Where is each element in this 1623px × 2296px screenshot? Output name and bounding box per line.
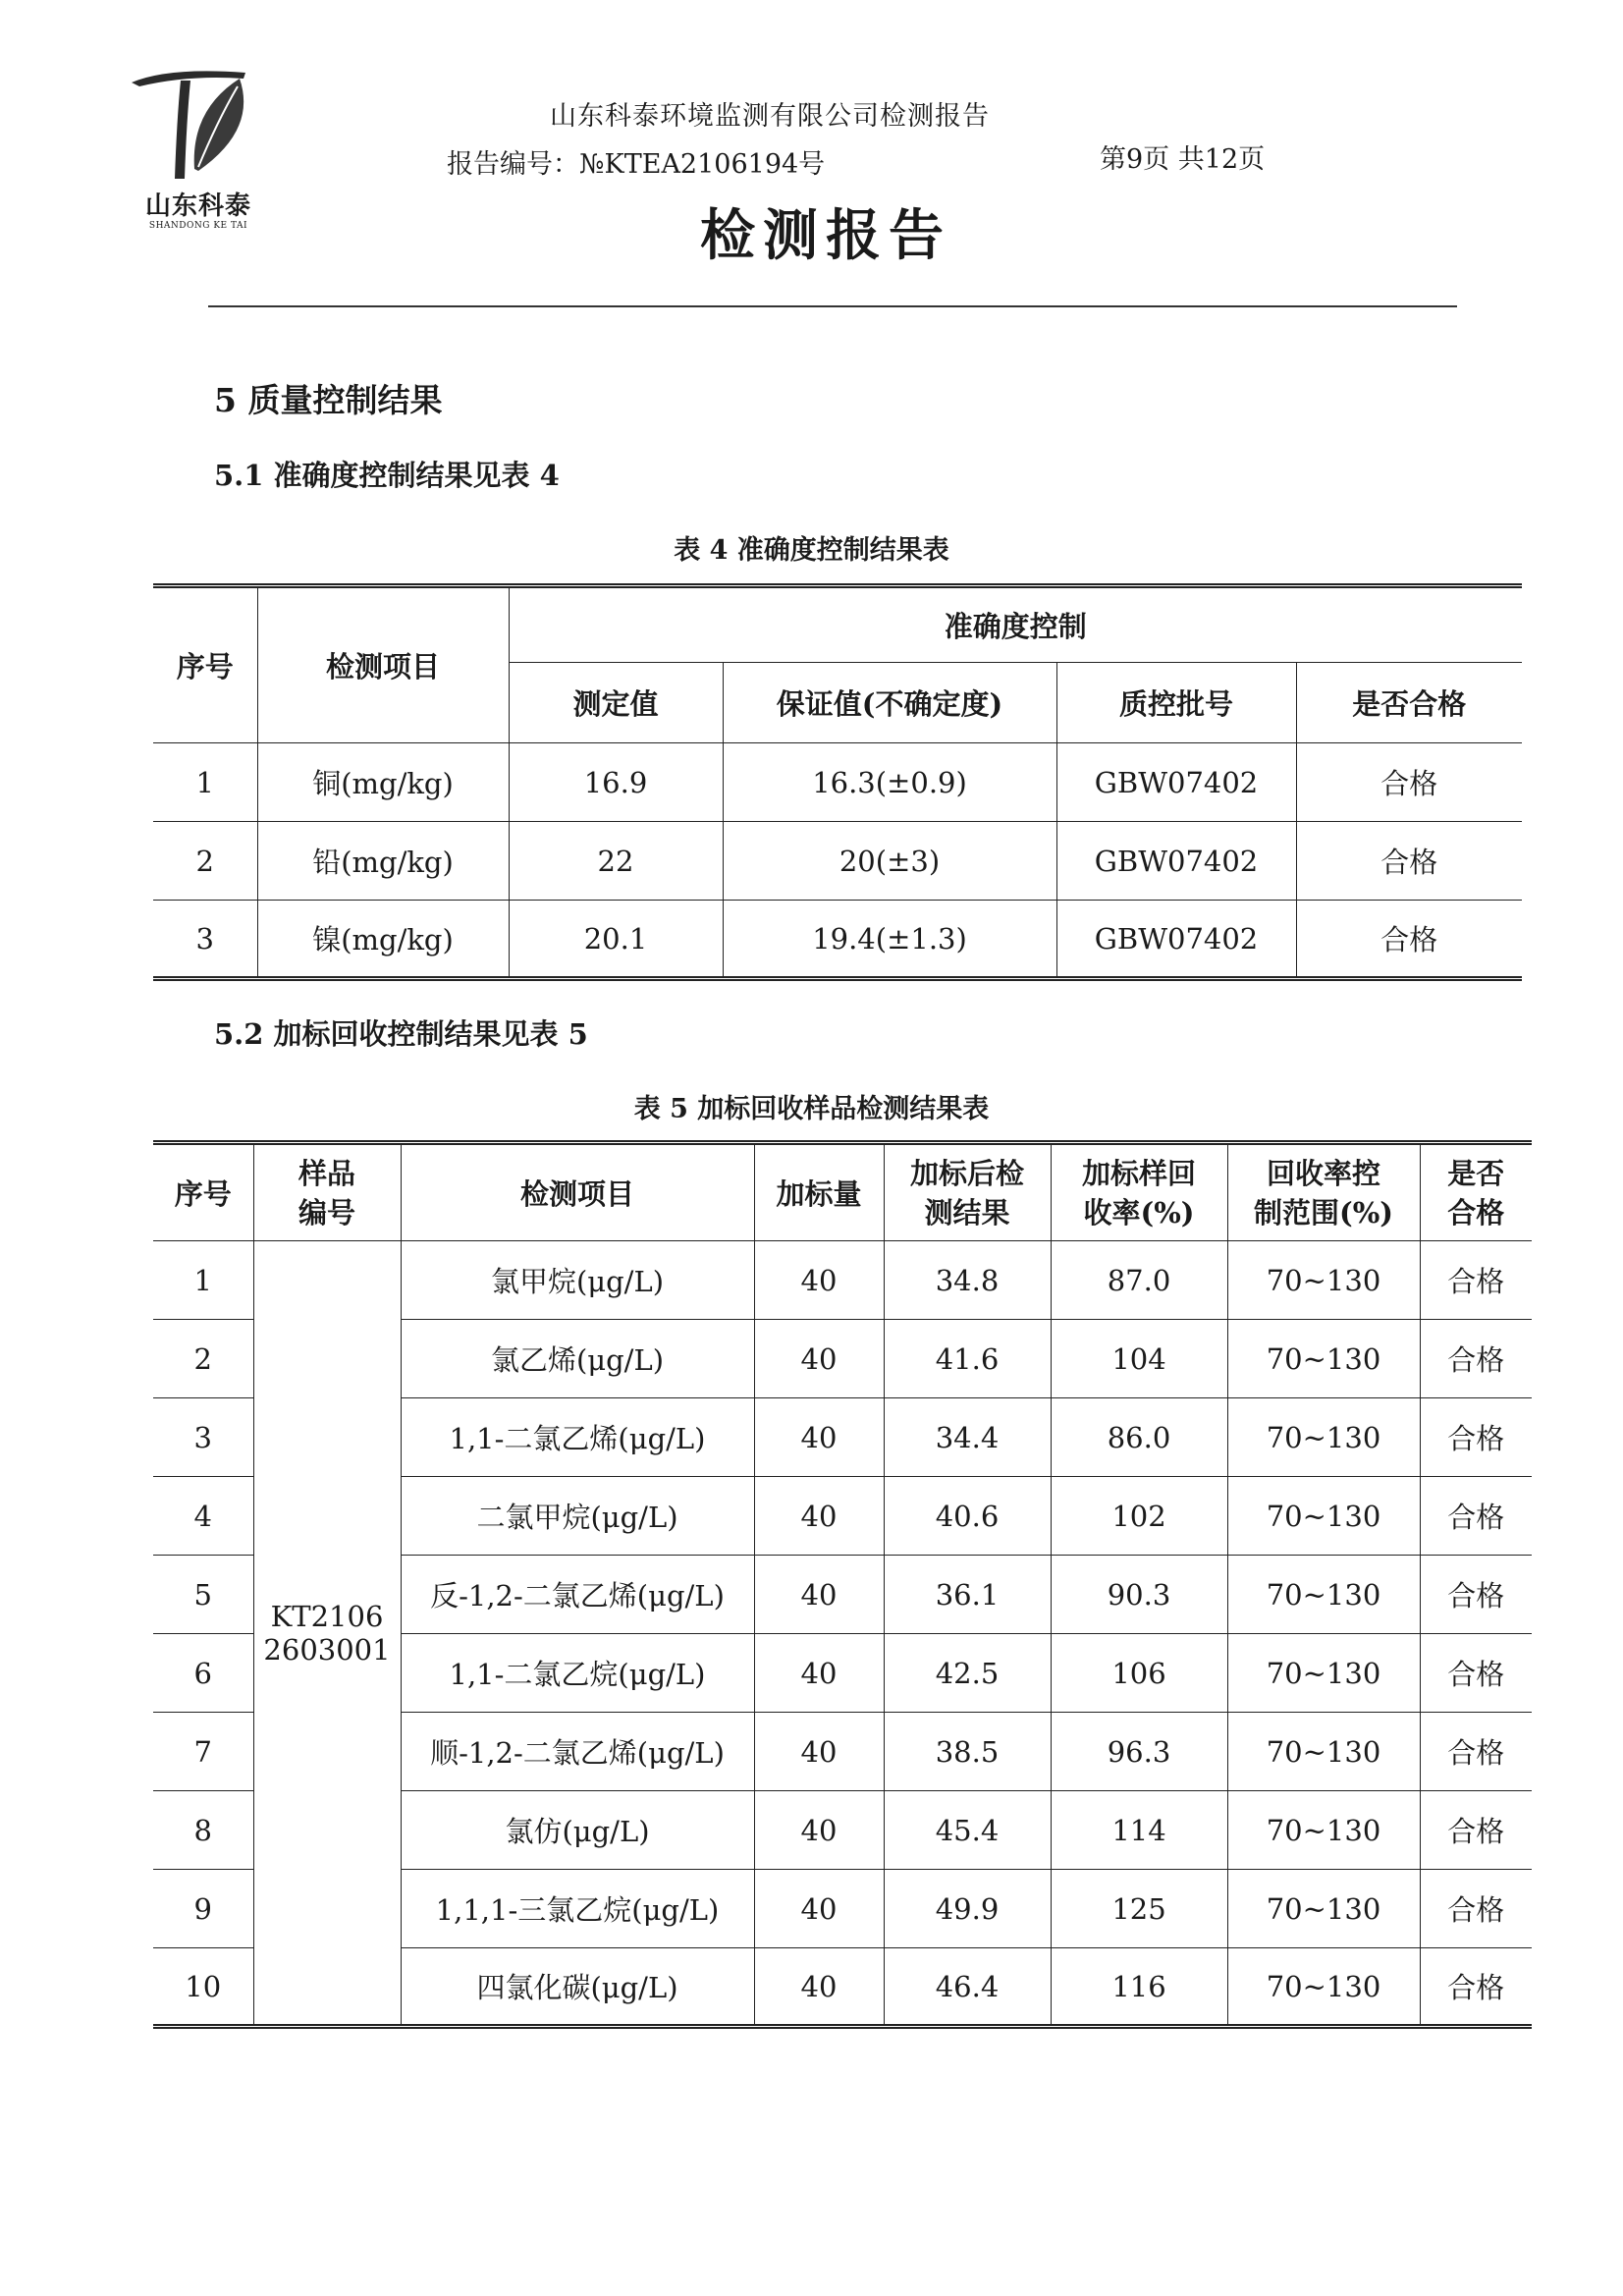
header-divider <box>208 305 1457 307</box>
company-logo <box>130 61 267 247</box>
cell-recovery: 125 <box>1051 1870 1227 1948</box>
cell-result: 34.4 <box>884 1398 1051 1477</box>
col-header-seq: 序号 <box>153 1143 253 1241</box>
cell-result: 36.1 <box>884 1556 1051 1634</box>
sample-id-line1: KT2106 <box>270 1599 384 1633</box>
cell-seq: 7 <box>153 1713 253 1791</box>
subsection-heading-spike-recovery: 5.2 加标回收控制结果见表 5 <box>214 1017 588 1051</box>
cell-spike: 40 <box>754 1398 884 1477</box>
col-header-item: 检测项目 <box>257 586 509 743</box>
cell-result: 42.5 <box>884 1634 1051 1713</box>
cell-seq: 10 <box>153 1948 253 2027</box>
col-header-recovery <box>1051 1143 1227 1241</box>
cell-result: 45.4 <box>884 1791 1051 1870</box>
col-header-pass-line2: 合格 <box>1447 1195 1505 1230</box>
cell-item: 1,1-二氯乙烯(μg/L) <box>401 1398 754 1477</box>
company-name: 山东科泰环境监测有限公司检测报告 <box>550 101 990 132</box>
cell-spike: 40 <box>754 1948 884 2027</box>
cell-result: 46.4 <box>884 1948 1051 2027</box>
cell-item: 1,1,1-三氯乙烷(μg/L) <box>401 1870 754 1948</box>
col-header-measured: 测定值 <box>509 663 723 743</box>
cell-seq: 2 <box>153 1320 253 1398</box>
cell-seq: 3 <box>153 1398 253 1477</box>
col-header-pass: 是否合格 <box>1296 663 1522 743</box>
cell-spike: 40 <box>754 1477 884 1556</box>
cell-pass: 合格 <box>1420 1398 1532 1477</box>
col-header-item: 检测项目 <box>401 1143 754 1241</box>
cell-item: 氯甲烷(μg/L) <box>401 1241 754 1320</box>
col-header-result <box>884 1143 1051 1241</box>
col-header-result-line2: 测结果 <box>924 1195 1010 1230</box>
cell-item: 四氯化碳(μg/L) <box>401 1948 754 2027</box>
col-header-pass-line1: 是否 <box>1447 1156 1505 1190</box>
cell-measured: 22 <box>509 822 723 901</box>
logo-name-cn: 山东科泰 <box>144 191 251 221</box>
table-row <box>153 1241 1532 1320</box>
col-header-sample-id <box>253 1143 401 1241</box>
cell-pass: 合格 <box>1420 1320 1532 1398</box>
subsection-heading-accuracy: 5.1 准确度控制结果见表 4 <box>214 459 560 492</box>
cell-pass: 合格 <box>1420 1713 1532 1791</box>
cell-range: 70~130 <box>1227 1477 1420 1556</box>
accuracy-control-table <box>153 583 1522 981</box>
spike-recovery-table <box>153 1140 1532 2029</box>
col-header-sample-id-line1: 样品 <box>298 1156 355 1190</box>
report-number: 报告编号：№KTEA2106194号 <box>447 149 826 180</box>
col-header-guaranteed: 保证值(不确定度) <box>723 663 1056 743</box>
col-header-range-line2: 制范围(%) <box>1254 1195 1393 1230</box>
cell-batch: GBW07402 <box>1056 743 1296 822</box>
cell-recovery: 104 <box>1051 1320 1227 1398</box>
sample-id-line2: 2603001 <box>263 1632 391 1667</box>
cell-item: 氯乙烯(μg/L) <box>401 1320 754 1398</box>
table-row <box>153 743 1522 822</box>
cell-spike: 40 <box>754 1241 884 1320</box>
cell-range: 70~130 <box>1227 1634 1420 1713</box>
cell-guaranteed: 16.3(±0.9) <box>723 743 1056 822</box>
cell-item: 镍(mg/kg) <box>257 901 509 979</box>
col-header-recovery-line2: 收率(%) <box>1083 1195 1195 1230</box>
cell-range: 70~130 <box>1227 1398 1420 1477</box>
cell-seq: 3 <box>153 901 257 979</box>
cell-guaranteed: 20(±3) <box>723 822 1056 901</box>
cell-range: 70~130 <box>1227 1241 1420 1320</box>
col-header-result-line1: 加标后检 <box>909 1156 1024 1190</box>
cell-spike: 40 <box>754 1791 884 1870</box>
cell-recovery: 90.3 <box>1051 1556 1227 1634</box>
cell-seq: 1 <box>153 743 257 822</box>
cell-measured: 16.9 <box>509 743 723 822</box>
document-title: 检测报告 <box>700 204 951 268</box>
table-row <box>153 901 1522 979</box>
cell-seq: 9 <box>153 1870 253 1948</box>
cell-item: 铅(mg/kg) <box>257 822 509 901</box>
cell-pass: 合格 <box>1420 1634 1532 1713</box>
page-indicator: 第9页 共12页 <box>1100 144 1266 175</box>
cell-batch: GBW07402 <box>1056 901 1296 979</box>
cell-spike: 40 <box>754 1713 884 1791</box>
cell-pass: 合格 <box>1420 1477 1532 1556</box>
cell-recovery: 106 <box>1051 1634 1227 1713</box>
cell-seq: 4 <box>153 1477 253 1556</box>
cell-pass: 合格 <box>1420 1791 1532 1870</box>
cell-item: 顺-1,2-二氯乙烯(μg/L) <box>401 1713 754 1791</box>
cell-pass: 合格 <box>1296 743 1522 822</box>
cell-measured: 20.1 <box>509 901 723 979</box>
cell-spike: 40 <box>754 1870 884 1948</box>
cell-seq: 8 <box>153 1791 253 1870</box>
cell-seq: 5 <box>153 1556 253 1634</box>
cell-result: 34.8 <box>884 1241 1051 1320</box>
col-header-range-line1: 回收率控 <box>1266 1156 1380 1190</box>
cell-result: 49.9 <box>884 1870 1051 1948</box>
col-header-accuracy-group: 准确度控制 <box>509 586 1522 663</box>
table4-caption: 表 4 准确度控制结果表 <box>674 535 949 566</box>
cell-range: 70~130 <box>1227 1791 1420 1870</box>
cell-sample-id <box>253 1241 401 2027</box>
cell-seq: 1 <box>153 1241 253 1320</box>
cell-result: 40.6 <box>884 1477 1051 1556</box>
cell-spike: 40 <box>754 1556 884 1634</box>
cell-recovery: 114 <box>1051 1791 1227 1870</box>
cell-guaranteed: 19.4(±1.3) <box>723 901 1056 979</box>
col-header-seq: 序号 <box>153 586 257 743</box>
cell-item: 1,1-二氯乙烷(μg/L) <box>401 1634 754 1713</box>
cell-recovery: 116 <box>1051 1948 1227 2027</box>
cell-seq: 2 <box>153 822 257 901</box>
cell-range: 70~130 <box>1227 1320 1420 1398</box>
cell-range: 70~130 <box>1227 1870 1420 1948</box>
cell-pass: 合格 <box>1296 822 1522 901</box>
cell-pass: 合格 <box>1420 1241 1532 1320</box>
cell-spike: 40 <box>754 1320 884 1398</box>
cell-batch: GBW07402 <box>1056 822 1296 901</box>
col-header-pass <box>1420 1143 1532 1241</box>
cell-item: 二氯甲烷(μg/L) <box>401 1477 754 1556</box>
table5-caption: 表 5 加标回收样品检测结果表 <box>633 1094 990 1124</box>
cell-spike: 40 <box>754 1634 884 1713</box>
cell-range: 70~130 <box>1227 1556 1420 1634</box>
cell-pass: 合格 <box>1420 1870 1532 1948</box>
cell-recovery: 102 <box>1051 1477 1227 1556</box>
cell-item: 反-1,2-二氯乙烯(μg/L) <box>401 1556 754 1634</box>
logo-name-en: SHANDONG KE TAI <box>148 221 248 231</box>
col-header-recovery-line1: 加标样回 <box>1081 1156 1196 1190</box>
col-header-range <box>1227 1143 1420 1241</box>
cell-recovery: 86.0 <box>1051 1398 1227 1477</box>
cell-pass: 合格 <box>1420 1948 1532 2027</box>
cell-recovery: 87.0 <box>1051 1241 1227 1320</box>
cell-item: 氯仿(μg/L) <box>401 1791 754 1870</box>
col-header-batch: 质控批号 <box>1056 663 1296 743</box>
cell-pass: 合格 <box>1296 901 1522 979</box>
table-row <box>153 822 1522 901</box>
cell-range: 70~130 <box>1227 1713 1420 1791</box>
col-header-spike: 加标量 <box>754 1143 884 1241</box>
cell-pass: 合格 <box>1420 1556 1532 1634</box>
cell-recovery: 96.3 <box>1051 1713 1227 1791</box>
section-heading: 5 质量控制结果 <box>214 381 443 419</box>
leaf-t-logo-icon <box>130 61 267 184</box>
cell-item: 铜(mg/kg) <box>257 743 509 822</box>
cell-result: 38.5 <box>884 1713 1051 1791</box>
cell-range: 70~130 <box>1227 1948 1420 2027</box>
cell-seq: 6 <box>153 1634 253 1713</box>
col-header-sample-id-line2: 编号 <box>298 1195 355 1230</box>
cell-result: 41.6 <box>884 1320 1051 1398</box>
